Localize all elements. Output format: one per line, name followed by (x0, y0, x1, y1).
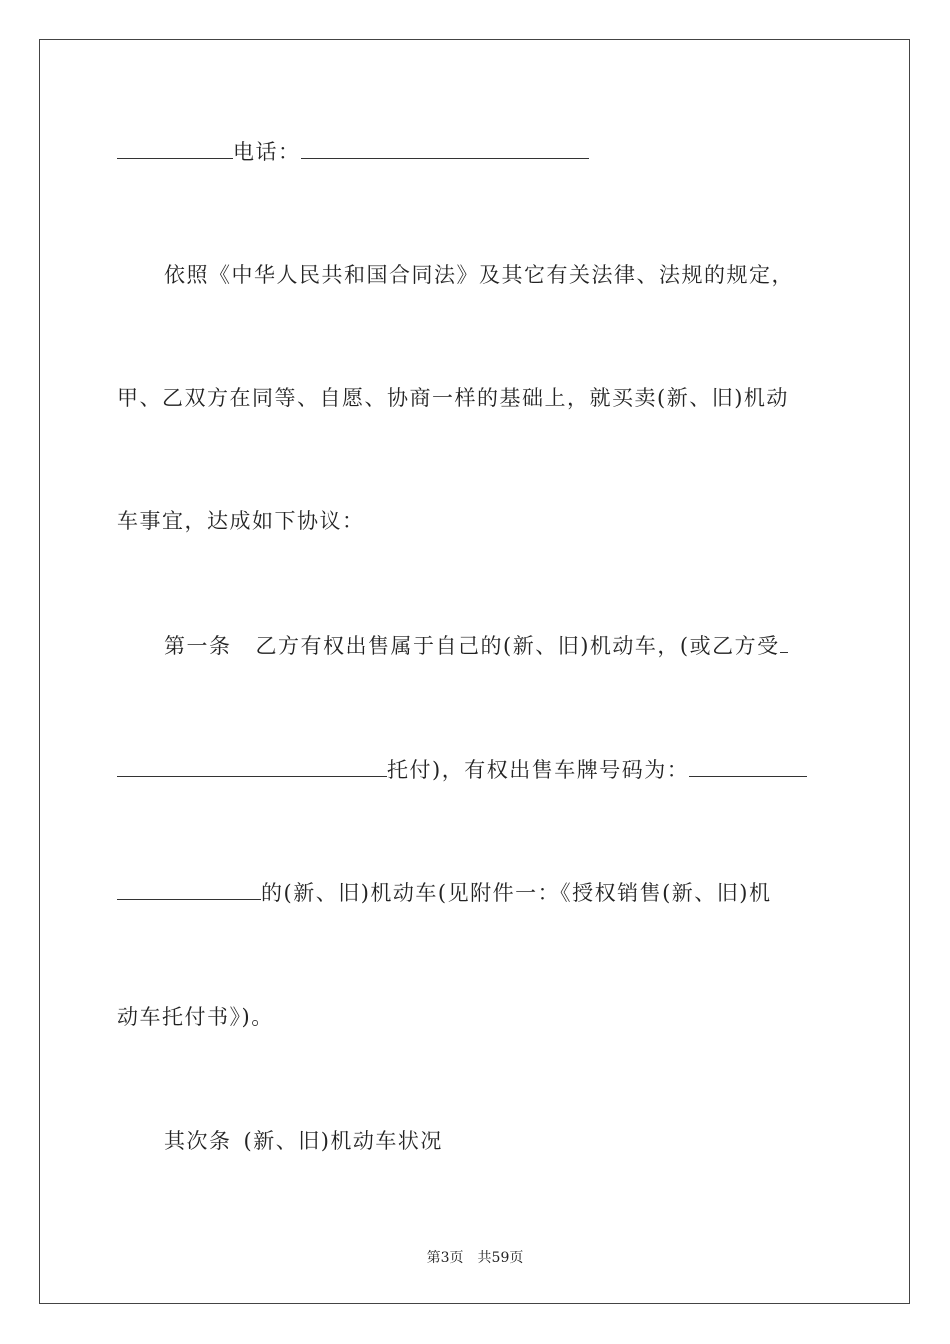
article1-line1 (164, 632, 788, 660)
article2-line (164, 1127, 443, 1155)
para1-line1: 依照《中华人民共和国合同法》及其它有关法律、法规的规定， (164, 263, 794, 287)
article1-line3 (117, 879, 771, 907)
plate-blank-cont[interactable] (117, 879, 261, 900)
page-footer (0, 1247, 950, 1267)
para1-line3: 车事宜，达成如下协议： (117, 509, 365, 533)
article1-line4: 动车托付书》)。 (117, 1005, 274, 1029)
entrust-blank[interactable] (117, 756, 387, 777)
phone-blank[interactable] (301, 138, 589, 159)
page-number: 第3页 (426, 1250, 464, 1266)
page-frame (39, 39, 910, 1304)
article1-text1: 乙方有权出售属于自己的(新、旧)机动车，(或乙方受 (255, 634, 780, 658)
article1-text3: 的(新、旧)机动车(见附件一：《授权销售(新、旧)机 (261, 881, 772, 905)
plate-blank[interactable] (689, 756, 807, 777)
phone-label: 电话： (233, 140, 301, 164)
article2-title: 其次条 (164, 1129, 232, 1153)
entrust-blank-start[interactable] (780, 632, 788, 653)
article1-title: 第一条 (164, 634, 232, 658)
article2-text: (新、旧)机动车状况 (243, 1129, 443, 1153)
article1-line2 (117, 756, 807, 784)
article1-text2: 托付)，有权出售车牌号码为： (387, 758, 690, 782)
page-total: 共59页 (477, 1250, 524, 1266)
para1-line2: 甲、乙双方在同等、自愿、协商一样的基础上，就买卖(新、旧)机动 (117, 386, 789, 410)
phone-line (117, 138, 589, 166)
name-blank[interactable] (117, 138, 233, 159)
